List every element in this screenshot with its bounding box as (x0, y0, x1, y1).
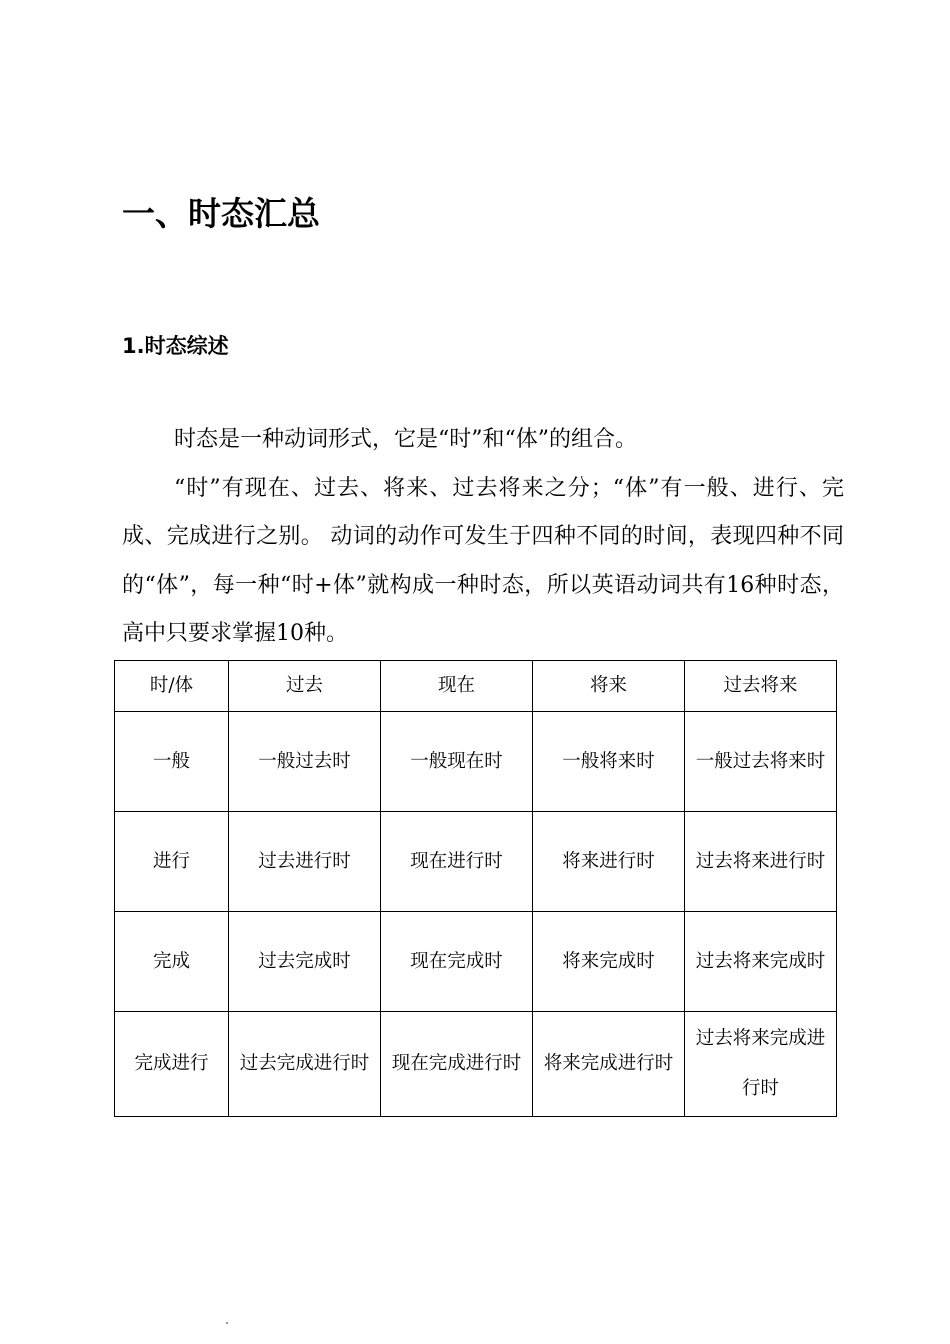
table-row-label: 完成 (115, 912, 229, 1012)
table-cell: 现在进行时 (381, 812, 533, 912)
table-row (115, 1012, 837, 1117)
table-cell: 过去将来完成时 (685, 912, 837, 1012)
table-header-row (115, 661, 837, 712)
table-cell: 现在完成进行时 (381, 1012, 533, 1117)
table-cell: 一般将来时 (533, 712, 685, 812)
table-cell: 一般过去时 (229, 712, 381, 812)
table-cell: 过去进行时 (229, 812, 381, 912)
paragraph-detail: “时”有现在、过去、将来、过去将来之分；“体”有一般、进行、完成、完成进行之别。 动词的动作可发生于四种不同的时间，表现四种不同的“体”，每一种“时+体”就构成一种时态，所以英语动词共有16种时态，高中只要求掌握10种。 (122, 475, 844, 646)
table-cell: 过去完成进行时 (229, 1012, 381, 1117)
table-cell: 将来完成进行时 (533, 1012, 685, 1117)
table-header-cell: 过去将来 (685, 661, 837, 712)
section-heading: 一、时态汇总 (122, 194, 320, 233)
table-row (115, 812, 837, 912)
table-header-cell: 将来 (533, 661, 685, 712)
table-row-label: 进行 (115, 812, 229, 912)
table-row-label: 完成进行 (115, 1012, 229, 1117)
table-header-cell: 过去 (229, 661, 381, 712)
table-cell: 过去将来进行时 (685, 812, 837, 912)
body-text (122, 416, 844, 659)
table-cell: 一般现在时 (381, 712, 533, 812)
paragraph-intro: 时态是一种动词形式，它是“时”和“体”的组合。 (174, 427, 637, 452)
table-cell: 将来完成时 (533, 912, 685, 1012)
table-cell: 现在完成时 (381, 912, 533, 1012)
table-row (115, 712, 837, 812)
page-footer-mark (226, 1322, 228, 1324)
tense-table (114, 660, 837, 1117)
table-cell: 过去完成时 (229, 912, 381, 1012)
table-cell: 一般过去将来时 (685, 712, 837, 812)
subsection-heading: 1.时态综述 (122, 334, 229, 358)
table-cell: 过去将来完成进行时 (685, 1012, 837, 1117)
table-header-cell: 时/体 (115, 661, 229, 712)
table-header-cell: 现在 (381, 661, 533, 712)
table-cell: 将来进行时 (533, 812, 685, 912)
table-row (115, 912, 837, 1012)
table-row-label: 一般 (115, 712, 229, 812)
